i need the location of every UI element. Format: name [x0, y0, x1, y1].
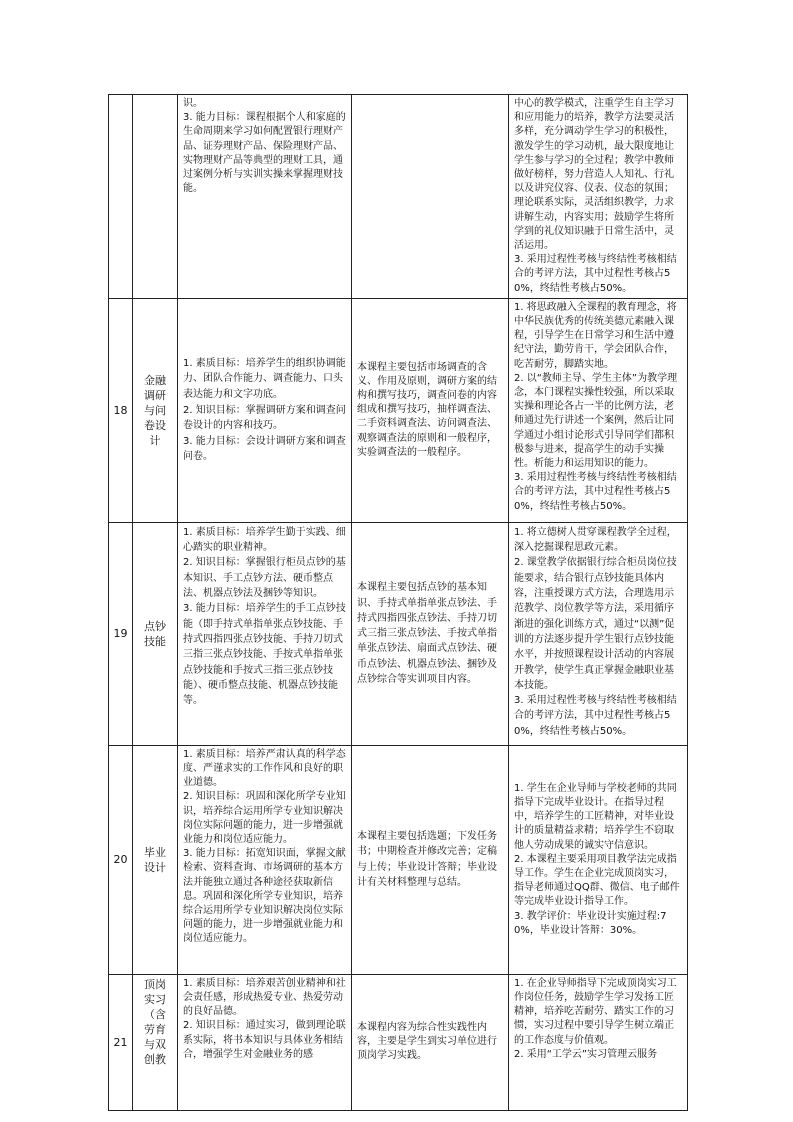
- course-content: 本课程内容为综合性实践性内容，主要是学生到实习单位进行顶岗学习实践。: [352, 974, 509, 1110]
- course-goals: [178, 974, 352, 1110]
- course-name: 毕业设计: [133, 745, 178, 974]
- teaching-requirements: [509, 522, 688, 745]
- goal-item: 1. 素质目标：培养严肃认真的科学态度、严谨求实的工作作风和良好的职业道德。: [183, 748, 346, 789]
- requirement-item: 3. 采用过程性考核与终结性考核相结合的考评方法，其中过程性考核占50%，终结性考核占50%。: [514, 695, 677, 737]
- goal-item: 3. 能力目标：会设计调研方案和调查问卷。: [183, 435, 346, 463]
- table-row: [109, 298, 688, 522]
- goal-item: 识。: [183, 98, 203, 109]
- requirement-item: 3. 教学评价：毕业设计实施过程:70%，毕业设计答辩：30%。: [514, 910, 667, 936]
- requirement-item: 1. 学生在企业导师与学校老师的共同指导下完成毕业设计。在指导过程中，培养学生的工匠精神，对毕业设计的质量精益求精；培养学生不窃取他人劳动成果的诚实守信意识。: [514, 782, 677, 851]
- requirement-item: 2. 以“教师主导、学生主体”为教学理念，本门课程实操性较强，所以采取实操和理论各占一半的比例方法，老师通过先行讲述一个案例，然后让同学通过小组讨论形式引导同学们都积极参与进来，提高学生的动手实操性。析能力和运用知识的能力。: [514, 372, 678, 470]
- course-name: 金融调研与问卷设计: [133, 298, 178, 522]
- course-goals: [178, 745, 352, 974]
- course-goals: [178, 298, 352, 522]
- row-number: 20: [109, 745, 133, 974]
- course-table: [108, 94, 688, 1111]
- teaching-requirements: [509, 974, 688, 1110]
- teaching-requirements: [509, 298, 688, 522]
- requirement-item: 2. 采用“工学云”实习管理云服务: [514, 1048, 658, 1060]
- content-text: 本课程主要包括点钞的基本知识、手持式单指单张点钞法、手持式四指四张点钞法、手持刀切式三指三张点钞法、手按式单指单张点钞法、扇面式点钞法、硬币点钞法、机器点钞法、捆钞及点钞综合等实训项目内容。: [357, 582, 497, 686]
- goal-item: 2. 知识目标：巩固和深化所学专业知识，培养综合运用所学专业知识解决岗位实际问题的能力，进一步增强就业能力和岗位适应能力。: [183, 791, 346, 846]
- table-row: [109, 95, 688, 299]
- goal-item: 3. 能力目标：培养学生的手工点钞技能（即手持式单指单张点钞技能、手持式四指四张点钞技能、手持刀切式三指三张点钞技能、手按式单指单张点钞技能和手按式三指三张点钞技能）、硬币整点技能、机器点钞技能等。: [183, 603, 346, 707]
- requirement-item: 1. 将立德树人贯穿课程教学全过程，深入挖掘课程思政元素。: [514, 526, 677, 554]
- content-text: 本课程主要包括选题；下发任务书；中期检查并修改完善；定稿与上传；毕业设计答辩；毕业设计有关材料整理与总结。: [357, 830, 497, 889]
- table-row: [109, 974, 688, 1110]
- requirement-item: 2. 课堂教学依据银行综合柜员岗位技能要求，结合银行点钞技能具体内容，注重授课方式方法，合理选用示范教学、岗位教学等方法，采用循序渐进的强化训练方式，通过“以测”促训的方法逐步提升学生银行点钞技能水平，并按照课程设计活动的内容展开教学，使学生真正掌握金融职业基本技能。: [514, 557, 677, 691]
- row-number: [109, 95, 133, 299]
- goal-item: 3. 能力目标：拓宽知识面，掌握文献检索、资料查询、市场调研的基本方法并能独立通过各种途径获取新信息。巩固和深化所学专业知识，培养综合运用所学专业知识解决岗位实际问题的能力，进一步增强就业能力和岗位适应能力。: [183, 848, 346, 945]
- requirement-item: 3. 采用过程性考核与终结性考核相结合的考评方法，其中过程性考核占50%，终结性考核占50%。: [514, 472, 677, 512]
- course-goals: [178, 522, 352, 745]
- goal-item: 2. 知识目标：掌握银行柜员点钞的基本知识、手工点钞方法、硬币整点法、机器点钞法及捆钞等知识。: [183, 557, 346, 600]
- course-content: [352, 522, 509, 745]
- row-number: 21: [109, 974, 133, 1110]
- course-content: 本课程主要包括市场调查的含义、作用及原则，调研方案的结构和撰写技巧，调查问卷的内容组成和撰写技巧，抽样调查法、二手资料调查法、访问调查法、观察调查法的原则和一般程序，实验调查法的一般程序。: [352, 298, 509, 522]
- goal-item: 1. 素质目标：培养学生勤于实践、细心踏实的职业精神。: [183, 526, 346, 554]
- teaching-requirements: [509, 745, 688, 974]
- course-content: [352, 95, 509, 299]
- goal-item: 2. 知识目标：掌握调研方案和调查问卷设计的内容和技巧。: [183, 404, 346, 432]
- requirement-item: 中心的教学模式，注重学生自主学习和应用能力的培养，教学方法要灵活多样，充分调动学生学习的积极性，激发学生的学习动机，最大限度地让学生参与学习的全过程；教学中教师做好榜样，努力营造人人知礼、行礼以及讲究仪容、仪表、仪态的氛围；理论联系实际，灵活组织教学，力求讲解生动，内容实用；鼓励学生将所学到的礼仪知识融于日常生活中，灵活运用。: [514, 98, 674, 252]
- course-goals: [178, 95, 352, 299]
- table-row: [109, 745, 688, 974]
- requirement-item: 2. 本课程主要采用项目教学法完成指导工作。学生在企业完成顶岗实习，指导老师通过QQ群、微信、电子邮件等完成毕业设计指导工作。: [514, 853, 680, 908]
- goal-item: 1. 素质目标：培养艰苦创业精神和社会责任感，形成热爱专业、热爱劳动的良好品德。: [183, 977, 346, 1018]
- row-number: 19: [109, 522, 133, 745]
- requirement-item: 1. 在企业导师指导下完成顶岗实习工作岗位任务，鼓励学生学习发扬工匠精神，培养吃苦耐劳、踏实工作的习惯，实习过程中要引导学生树立端正的工作态度与价值观。: [514, 977, 677, 1046]
- goal-item: 1. 素质目标：培养学生的组织协调能力、团队合作能力、调查能力、口头表达能力和文字功底。: [183, 357, 346, 400]
- course-content: [352, 745, 509, 974]
- requirement-item: 3. 采用过程性考核与终结性考核相结合的考评方法，其中过程性考核占50%，终结性考核占50%。: [514, 254, 677, 294]
- table-row: [109, 522, 688, 745]
- course-name: 顶岗实习（含劳育与双创教: [133, 974, 178, 1110]
- row-number: 18: [109, 298, 133, 522]
- goal-item: 2. 知识目标：通过实习，做到理论联系实际，将书本知识与具体业务相结合，增强学生对金融业务的感: [183, 1020, 346, 1060]
- goal-item: 3. 能力目标：课程根据个人和家庭的生命周期来学习如何配置银行理财产品、证券理财产品、保险理财产品、实物理财产品等典型的理财工具，通过案例分析与实训实操来掌握理财技能。: [183, 112, 346, 195]
- course-name: 点钞技能: [133, 522, 178, 745]
- course-name: [133, 95, 178, 299]
- requirement-item: 1. 将思政融入全课程的教育理念，将中华民族优秀的传统美德元素融入课程，引导学生在日常学习和生活中遵纪守法，勤劳肯干，学会团队合作，吃苦耐劳，脚踏实地。: [514, 301, 677, 370]
- teaching-requirements: [509, 95, 688, 299]
